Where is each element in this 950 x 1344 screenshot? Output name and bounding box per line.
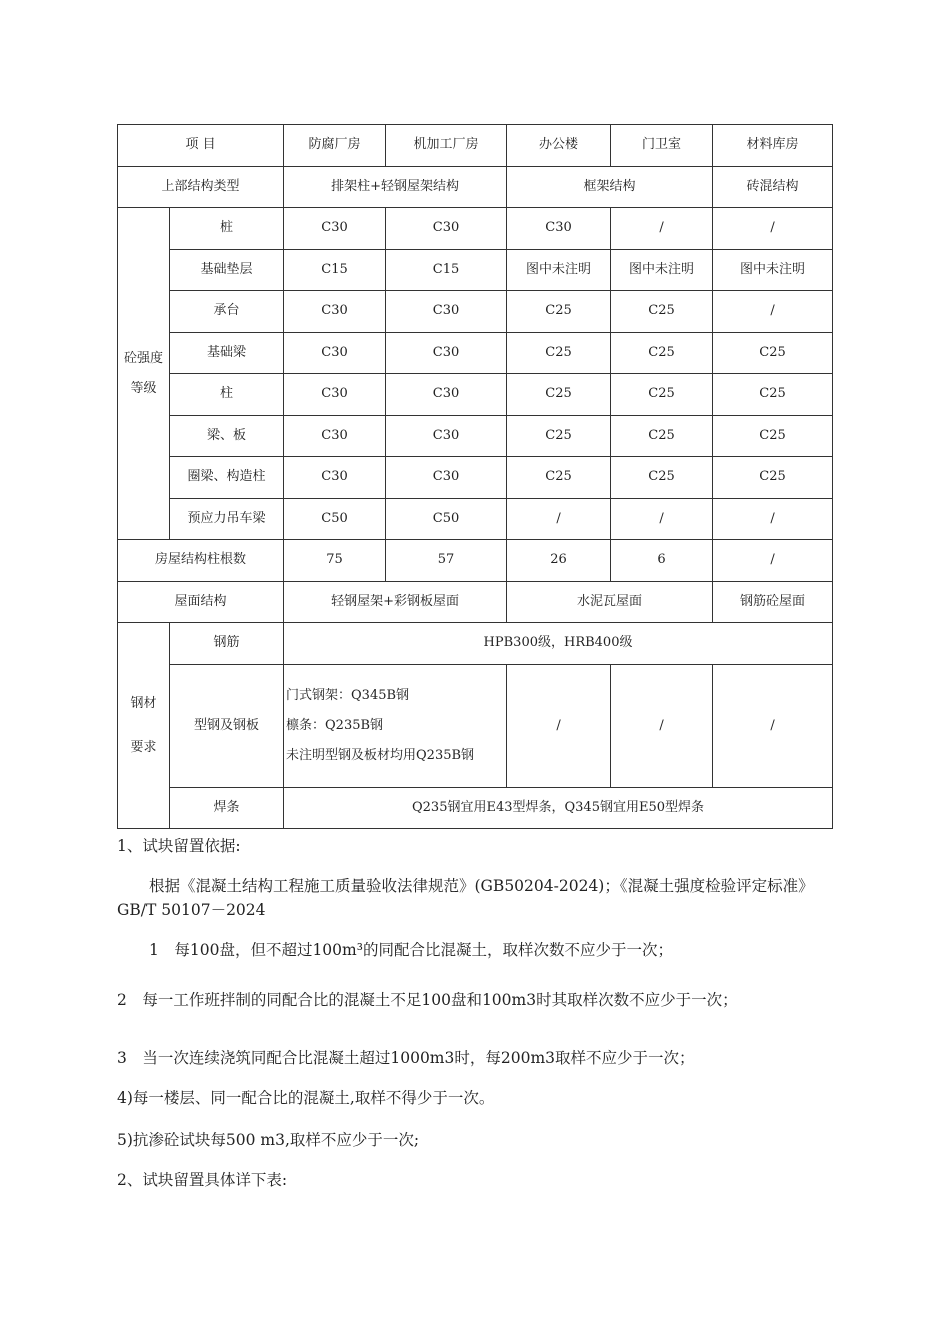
cell: 6 [611,540,713,582]
cell: 排架柱+轻钢屋架结构 [284,166,507,208]
header-item: 项 目 [118,125,284,167]
cell: / [507,498,611,540]
cell: C30 [386,415,507,457]
cell: / [713,498,833,540]
cell: 57 [386,540,507,582]
header-col: 机加工厂房 [386,125,507,167]
table-row [118,623,833,665]
row-label: 基础梁 [170,332,284,374]
table-row [118,540,833,582]
structure-spec-table [117,124,833,829]
cell: C30 [507,208,611,250]
cell: / [713,664,833,787]
cell: C30 [284,332,386,374]
table-row [118,166,833,208]
cell: C30 [386,374,507,416]
cell: C25 [507,374,611,416]
header-col: 办公楼 [507,125,611,167]
cell: C25 [713,374,833,416]
cell: C15 [386,249,507,291]
section-heading: 1、试块留置依据: [117,837,241,855]
cell: C15 [284,249,386,291]
cell: C25 [611,332,713,374]
cell: HPB300级，HRB400级 [284,623,833,665]
rule-item: 3 当一次连续浇筑同配合比混凝土超过1000m3时，每200m3取样不应少于一次； [117,1049,695,1067]
row-label: 屋面结构 [118,581,284,623]
cell: C25 [611,457,713,499]
cell: 图中未注明 [611,249,713,291]
cell: C50 [386,498,507,540]
row-label: 钢筋 [170,623,284,665]
cell: / [713,540,833,582]
cell: C30 [284,374,386,416]
cell: C25 [713,415,833,457]
rule-item: 1 每100盘，但不超过100m³的同配合比混凝土，取样次数不应少于一次； [149,941,673,959]
row-label: 焊条 [170,787,284,829]
cell: / [713,208,833,250]
cell: 图中未注明 [507,249,611,291]
table-row [118,581,833,623]
cell: C25 [713,332,833,374]
table-row [118,457,833,499]
cell: 图中未注明 [713,249,833,291]
basis-paragraph: 根据《混凝土结构工程施工质量验收法律规范》(GB50204-2024)；《混凝土强度检验评定标准》GB/T 50107－2024 [117,877,814,919]
cell: Q235钢宜用E43型焊条，Q345钢宜用E50型焊条 [284,787,833,829]
steel-group-label: 钢材 要求 [118,623,170,829]
cell: / [611,208,713,250]
cell: C50 [284,498,386,540]
cell: C25 [611,291,713,333]
table-row [118,415,833,457]
row-label: 梁、板 [170,415,284,457]
cell: C30 [284,208,386,250]
cell: C30 [386,457,507,499]
cell: C25 [713,457,833,499]
cell: C25 [507,291,611,333]
rule-item: 5)抗渗砼试块每500 m3,取样不应少于一次; [117,1131,420,1149]
row-label: 柱 [170,374,284,416]
cell: C30 [284,457,386,499]
table-row [118,291,833,333]
row-label: 房屋结构柱根数 [118,540,284,582]
cell: 75 [284,540,386,582]
header-col: 防腐厂房 [284,125,386,167]
cell: C30 [284,291,386,333]
table-header-row [118,125,833,167]
section-heading: 2、试块留置具体详下表: [117,1171,288,1189]
cell: / [507,664,611,787]
cell: C30 [284,415,386,457]
table-row [118,374,833,416]
table-row [118,664,833,787]
cell: 水泥瓦屋面 [507,581,713,623]
cell: 砖混结构 [713,166,833,208]
table-row [118,249,833,291]
header-col: 门卫室 [611,125,713,167]
steel-section-cell: 门式钢架：Q345B钢 檩条：Q235B钢 未注明型钢及板材均用Q235B钢 [284,664,507,787]
cell: 框架结构 [507,166,713,208]
cell: 轻钢屋架+彩钢板屋面 [284,581,507,623]
row-label: 圈梁、构造柱 [170,457,284,499]
header-col: 材料库房 [713,125,833,167]
cell: C25 [507,457,611,499]
cell: 钢筋砼屋面 [713,581,833,623]
row-label: 基础垫层 [170,249,284,291]
row-label: 承台 [170,291,284,333]
cell: / [611,498,713,540]
concrete-group-label: 砼强度 等级 [118,208,170,540]
cell: C25 [611,415,713,457]
table-row [118,332,833,374]
cell: C30 [386,332,507,374]
rule-item: 4)每一楼层、同一配合比的混凝土,取样不得少于一次。 [117,1089,495,1107]
row-label: 上部结构类型 [118,166,284,208]
rule-item: 2 每一工作班拌制的同配合比的混凝土不足100盘和100m3时其取样次数不应少于一次； [117,991,738,1009]
row-label: 预应力吊车梁 [170,498,284,540]
table-row [118,498,833,540]
cell: C25 [507,415,611,457]
cell: / [611,664,713,787]
cell: 26 [507,540,611,582]
cell: C30 [386,291,507,333]
row-label: 型钢及钢板 [170,664,284,787]
cell: / [713,291,833,333]
table-row [118,787,833,829]
cell: C25 [611,374,713,416]
cell: C25 [507,332,611,374]
table-row [118,208,833,250]
row-label: 桩 [170,208,284,250]
cell: C30 [386,208,507,250]
